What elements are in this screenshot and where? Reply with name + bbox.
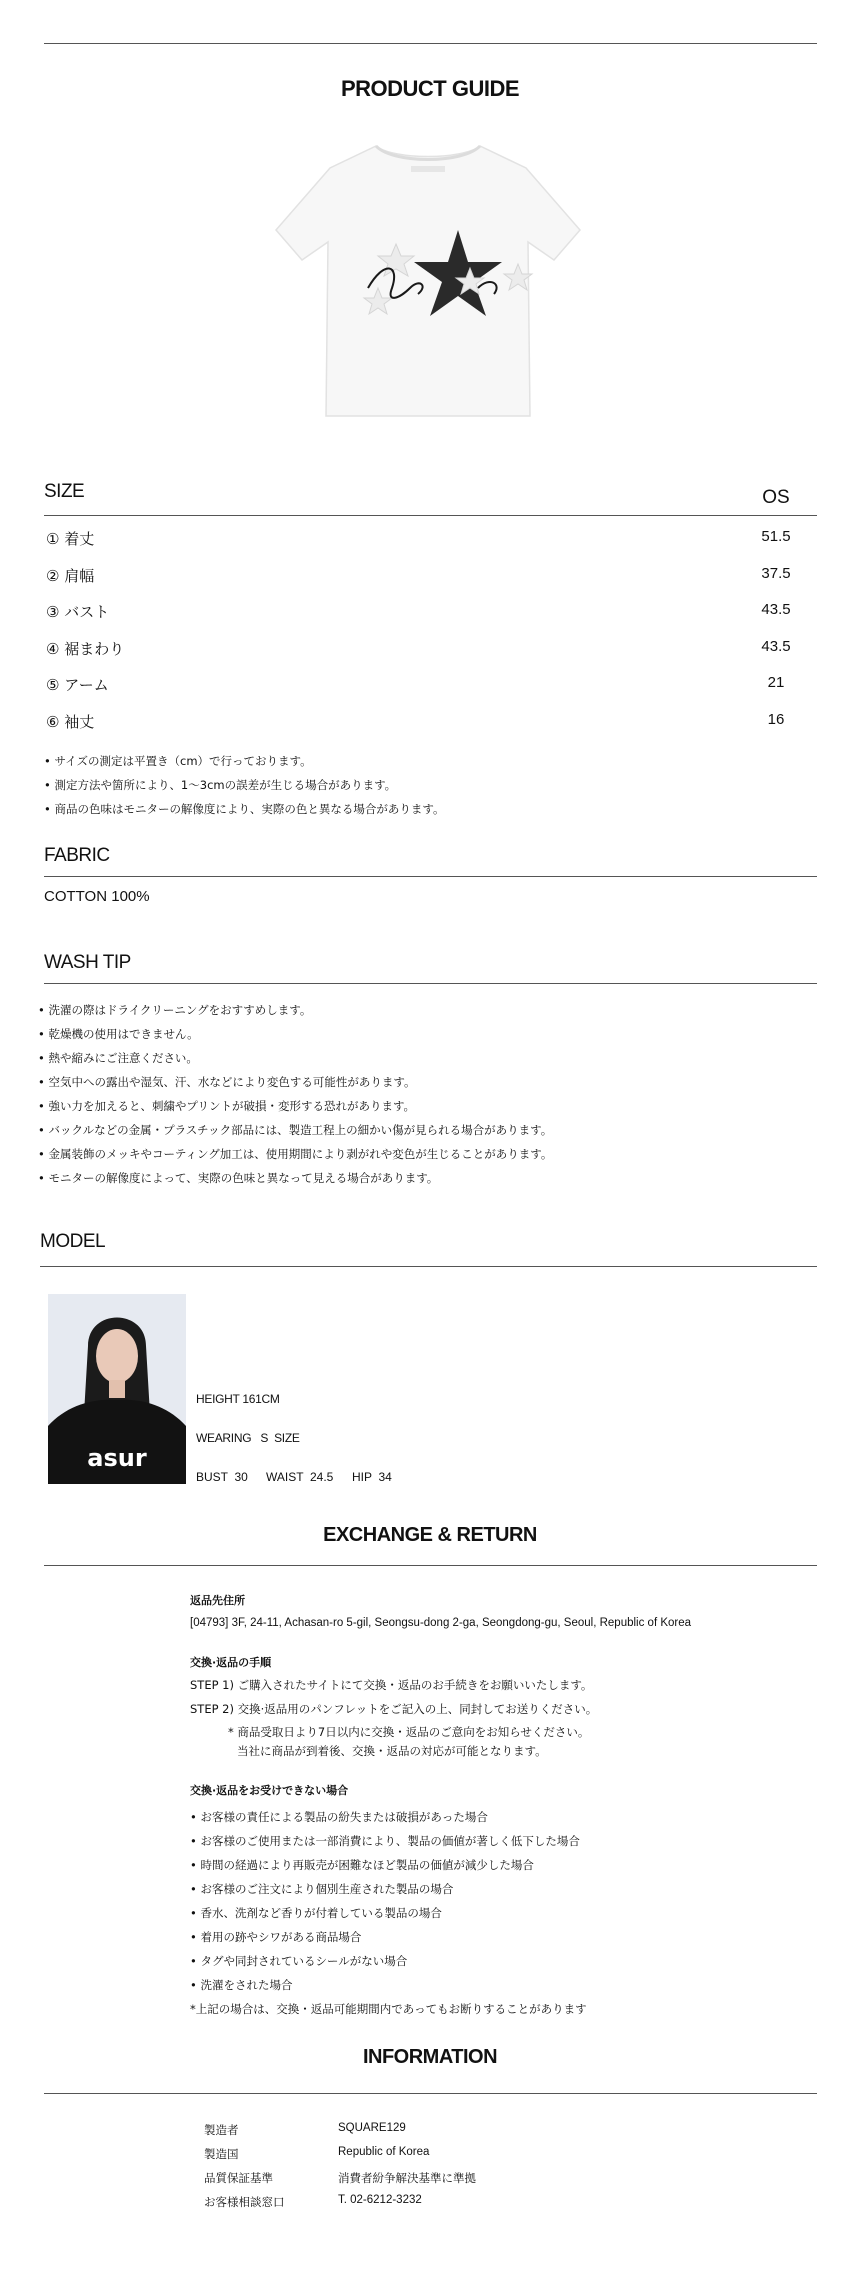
fabric-heading: FABRIC: [44, 845, 110, 866]
not-accepted-item: • お客様のご使用または一部消費により、製品の価値が著しく低下した場合: [190, 1834, 580, 1848]
wash-item: • 強い力を加えると、刺繍やプリントが破損・変形する恐れがあります。: [38, 1099, 416, 1113]
wash-item: • 乾燥機の使用はできません。: [38, 1027, 199, 1041]
size-value: 43.5: [761, 638, 791, 655]
not-accepted-item: • 着用の跡やシワがある商品場合: [190, 1930, 362, 1944]
exchange-heading: EXCHANGE & RETURN: [323, 1524, 537, 1546]
info-value: T. 02-6212-3232: [338, 2194, 422, 2206]
model-wearing: WEARING S SIZE: [196, 1431, 300, 1445]
not-accepted-title: 交換·返品をお受けできない場合: [190, 1784, 349, 1797]
size-row: [46, 711, 826, 735]
wash-divider: [44, 983, 817, 984]
size-label: ⑥ 袖丈: [46, 713, 95, 731]
top-divider: [44, 43, 817, 44]
model-portrait: [48, 1294, 186, 1484]
size-value: 51.5: [761, 528, 791, 545]
size-label: ④ 裾まわり: [46, 640, 125, 658]
info-key: 製造国: [204, 2147, 239, 2161]
info-key: お客様相談窓口: [204, 2195, 285, 2209]
model-hip: HIP 34: [352, 1470, 392, 1484]
size-note: • 商品の色味はモニターの解像度により、実際の色と異なる場合があります。: [44, 802, 445, 816]
product-image: [268, 138, 588, 428]
information-heading: INFORMATION: [362, 2046, 498, 2068]
model-height: HEIGHT 161CM: [196, 1392, 280, 1406]
model-divider: [40, 1266, 817, 1267]
size-divider: [44, 515, 817, 516]
size-column-os: OS: [762, 487, 790, 508]
wash-item: • バックルなどの金属・プラスチック部品には、製造工程上の細かい傷が見られる場合があります。: [38, 1123, 553, 1137]
size-row: [46, 528, 826, 552]
wash-item: • 熱や縮みにご注意ください。: [38, 1051, 198, 1065]
fabric-divider: [44, 876, 817, 877]
info-value: 消費者紛争解決基準に準拠: [338, 2171, 476, 2185]
procedure-step-2: STEP 2) 交換·返品用のパンフレットをご記入の上、同封してお送りください。: [190, 1702, 598, 1716]
size-note: • サイズの測定は平置き（cm）で行っております。: [44, 754, 312, 768]
wash-item: • 洗濯の際はドライクリーニングをおすすめします。: [38, 1003, 312, 1017]
model-heading: MODEL: [40, 1231, 106, 1252]
not-accepted-item: • 時間の経過により再販売が困難なほど製品の価値が減少した場合: [190, 1858, 534, 1872]
not-accepted-item: • 香水、洗剤など香りが付着している製品の場合: [190, 1906, 442, 1920]
return-address-title: 返品先住所: [190, 1594, 245, 1607]
size-row: [46, 565, 826, 589]
not-accepted-item: • お客様のご注文により個別生産された製品の場合: [190, 1882, 454, 1896]
info-value: Republic of Korea: [338, 2146, 430, 2158]
return-address: [04793] 3F, 24-11, Achasan-ro 5-gil, Seongsu-dong 2-ga, Seongdong-gu, Seoul, Republic of Korea: [190, 1617, 692, 1629]
size-value: 21: [767, 674, 785, 691]
size-row: [46, 638, 826, 662]
tshirt-graphic: [268, 138, 588, 428]
size-heading: SIZE: [44, 481, 85, 502]
size-label: ② 肩幅: [46, 567, 95, 585]
size-row: [46, 601, 826, 625]
info-key: 品質保証基準: [204, 2171, 273, 2185]
fabric-value: COTTON 100%: [44, 888, 150, 905]
info-key: 製造者: [204, 2123, 239, 2137]
not-accepted-footnote: *上記の場合は、交換・返品可能期間内であってもお断りすることがあります: [190, 2002, 587, 2016]
procedure-step-1: STEP 1) ご購入されたサイトにて交換・返品のお手続きをお願いいたします。: [190, 1678, 593, 1692]
size-label: ⑤ アーム: [46, 676, 109, 694]
procedure-title: 交換·返品の手順: [190, 1656, 272, 1669]
model-waist: WAIST 24.5: [266, 1470, 334, 1484]
size-value: 37.5: [761, 565, 791, 582]
wash-item: • モニターの解像度によって、実際の色味と異なって見える場合があります。: [38, 1171, 439, 1185]
wash-heading: WASH TIP: [44, 952, 131, 973]
info-value: SQUARE129: [338, 2122, 406, 2134]
size-value: 43.5: [761, 601, 791, 618]
size-row: [46, 674, 826, 698]
shirt-print-text: asur: [87, 1444, 147, 1472]
size-label: ③ バスト: [46, 603, 110, 621]
procedure-note-2: 当社に商品が到着後、交換・返品の対応が可能となります。: [237, 1744, 547, 1758]
size-note: • 測定方法や箇所により、1〜3cmの誤差が生じる場合があります。: [44, 778, 397, 792]
exchange-divider: [44, 1565, 817, 1566]
model-bust: BUST 30: [196, 1470, 248, 1484]
product-guide-title: PRODUCT GUIDE: [340, 76, 520, 101]
wash-item: • 空気中への露出や湿気、汗、水などにより変色する可能性があります。: [38, 1075, 416, 1089]
information-divider: [44, 2093, 817, 2094]
size-label: ① 着丈: [46, 530, 95, 548]
size-value: 16: [767, 711, 785, 728]
model-photo: [48, 1294, 186, 1484]
not-accepted-item: • 洗濯をされた場合: [190, 1978, 293, 1992]
wash-item: • 金属装飾のメッキやコーティング加工は、使用期間により剥がれや変色が生じることがあります。: [38, 1147, 553, 1161]
not-accepted-item: • お客様の責任による製品の紛失または破損があった場合: [190, 1810, 488, 1824]
procedure-note-1: * 商品受取日より7日以内に交換・返品のご意向をお知らせください。: [228, 1725, 590, 1739]
not-accepted-item: • タグや同封されているシールがない場合: [190, 1954, 408, 1968]
